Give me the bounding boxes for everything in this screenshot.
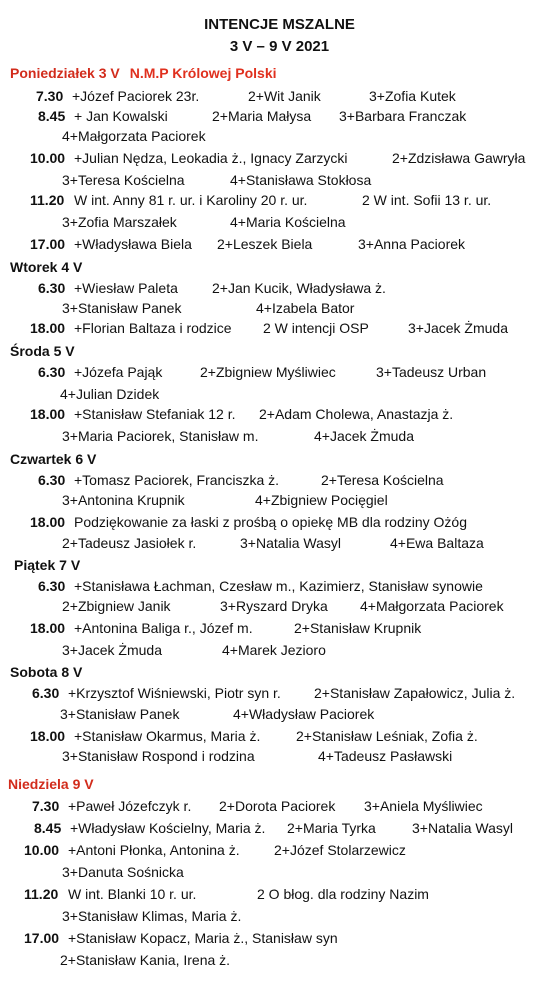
intention-text: 4+Małgorzata Paciorek bbox=[62, 128, 206, 144]
intention-text: 4+Tadeusz Pasławski bbox=[318, 748, 453, 764]
intention-text: 2+Jan Kucik, Władysława ż. bbox=[212, 280, 386, 296]
intention-text: 3+Maria Paciorek, Stanisław m. bbox=[62, 428, 259, 444]
intention-text: + Jan Kowalski bbox=[74, 108, 168, 124]
mass-time: 17.00 bbox=[24, 930, 60, 946]
intention-text: 2 W int. Sofii 13 r. ur. bbox=[362, 192, 492, 208]
day-heading bbox=[10, 65, 277, 82]
intention-text: 3+Danuta Sośnicka bbox=[62, 864, 184, 880]
intention-text: 2+Józef Stolarzewicz bbox=[274, 842, 406, 858]
intention-text: 3+Natalia Wasyl bbox=[240, 535, 342, 551]
intention-text: 3+Aniela Myśliwiec bbox=[364, 798, 483, 814]
intention-text: 2+Teresa Kościelna bbox=[321, 472, 444, 488]
day-name: Czwartek 6 V bbox=[10, 451, 97, 467]
day-name: Sobota 8 V bbox=[10, 664, 83, 680]
intention-text: 2+Wit Janik bbox=[248, 88, 321, 104]
mass-time: 18.00 bbox=[30, 728, 66, 744]
mass-time: 10.00 bbox=[30, 150, 66, 166]
mass-time: 6.30 bbox=[32, 685, 60, 701]
intention-text: +Władysława Biela bbox=[74, 236, 192, 252]
mass-time: 6.30 bbox=[38, 364, 66, 380]
intention-text: 3+Ryszard Dryka bbox=[220, 598, 328, 614]
mass-time: 7.30 bbox=[32, 798, 60, 814]
intention-text: 3+Zofia Kutek bbox=[369, 88, 456, 104]
day-heading bbox=[8, 776, 94, 793]
intention-text: 2+Maria Tyrka bbox=[287, 820, 376, 836]
intention-text: 2+Zbigniew Myśliwiec bbox=[200, 364, 336, 380]
intention-text: 3+Natalia Wasyl bbox=[412, 820, 514, 836]
mass-time: 18.00 bbox=[30, 320, 66, 336]
intention-text: 2+Adam Cholewa, Anastazja ż. bbox=[259, 406, 454, 422]
page-title: INTENCJE MSZALNE bbox=[204, 16, 355, 33]
intention-text: 3+Zofia Marszałek bbox=[62, 214, 177, 230]
mass-time: 8.45 bbox=[38, 108, 66, 124]
intention-text: +Antoni Płonka, Antonina ż. bbox=[68, 842, 240, 858]
day-name: Poniedziałek 3 V bbox=[10, 65, 120, 81]
day-name: Piątek 7 V bbox=[14, 557, 81, 573]
intention-text: 4+Marek Jezioro bbox=[222, 642, 326, 658]
intention-text: 3+Antonina Krupnik bbox=[62, 492, 185, 508]
intention-text: 4+Władysław Paciorek bbox=[233, 706, 375, 722]
intention-text: 3+Tadeusz Urban bbox=[376, 364, 487, 380]
intention-text: +Antonina Baliga r., Józef m. bbox=[74, 620, 253, 636]
intention-text: 3+Anna Paciorek bbox=[358, 236, 466, 252]
day-heading bbox=[14, 557, 80, 574]
mass-time: 11.20 bbox=[30, 192, 65, 208]
intention-text: 2 O błog. dla rodziny Nazim bbox=[257, 886, 429, 902]
day-heading bbox=[10, 664, 82, 681]
intention-text: 2+Dorota Paciorek bbox=[219, 798, 336, 814]
intention-text: Podziękowanie za łaski z prośbą o opiekę MB dla rodziny Ożóg bbox=[74, 514, 467, 530]
mass-time: 6.30 bbox=[38, 280, 66, 296]
intention-text: 3+Stanisław Panek bbox=[60, 706, 180, 722]
intention-text: +Tomasz Paciorek, Franciszka ż. bbox=[74, 472, 280, 488]
mass-time: 18.00 bbox=[30, 620, 66, 636]
intention-text: 4+Julian Dzidek bbox=[60, 386, 160, 402]
intention-text: +Władysław Kościelny, Maria ż. bbox=[70, 820, 266, 836]
intention-text: +Józefa Pająk bbox=[74, 364, 163, 380]
intention-text: +Stanisław Stefaniak 12 r. bbox=[74, 406, 236, 422]
day-name: Środa 5 V bbox=[10, 343, 75, 359]
intention-text: W int. Anny 81 r. ur. i Karoliny 20 r. ur. bbox=[74, 192, 308, 208]
mass-time: 18.00 bbox=[30, 406, 66, 422]
mass-time: 10.00 bbox=[24, 842, 60, 858]
intention-text: 3+Stanisław Rospond i rodzina bbox=[62, 748, 255, 764]
day-heading bbox=[10, 451, 96, 468]
day-name: Niedziela 9 V bbox=[8, 776, 94, 792]
mass-time: 6.30 bbox=[38, 578, 66, 594]
intention-text: 2+Leszek Biela bbox=[217, 236, 313, 252]
intention-text: 4+Izabela Bator bbox=[256, 300, 355, 316]
intention-text: +Stanisław Kopacz, Maria ż., Stanisław syn bbox=[68, 930, 338, 946]
mass-time: 18.00 bbox=[30, 514, 66, 530]
intention-text: +Paweł Józefczyk r. bbox=[68, 798, 192, 814]
intention-text: 2+Zbigniew Janik bbox=[62, 598, 171, 614]
intention-text: +Wiesław Paleta bbox=[74, 280, 178, 296]
day-heading bbox=[10, 259, 82, 276]
mass-time: 17.00 bbox=[30, 236, 66, 252]
intention-text: 2+Tadeusz Jasiołek r. bbox=[62, 535, 197, 551]
feast-name: N.M.P Królowej Polski bbox=[129, 65, 277, 81]
intention-text: W int. Blanki 10 r. ur. bbox=[68, 886, 197, 902]
intention-text: 2+Maria Małysa bbox=[212, 108, 312, 124]
mass-time: 7.30 bbox=[36, 88, 64, 104]
intention-text: 3+Teresa Kościelna bbox=[62, 172, 185, 188]
intention-text: +Stanisława Łachman, Czesław m., Kazimierz, Stanisław synowie bbox=[74, 578, 483, 594]
intention-text: 4+Stanisława Stokłosa bbox=[230, 172, 372, 188]
intention-text: 4+Maria Kościelna bbox=[230, 214, 346, 230]
intention-text: 3+Jacek Żmuda bbox=[62, 642, 162, 658]
intention-text: +Józef Paciorek 23r. bbox=[72, 88, 200, 104]
intention-text: 4+Jacek Żmuda bbox=[314, 428, 414, 444]
intention-text: 3+Stanisław Klimas, Maria ż. bbox=[62, 908, 242, 924]
intention-text: 3+Stanisław Panek bbox=[62, 300, 182, 316]
intention-text: 2+Stanisław Zapałowicz, Julia ż. bbox=[314, 685, 516, 701]
intention-text: 2+Stanisław Krupnik bbox=[294, 620, 422, 636]
intention-text: 3+Barbara Franczak bbox=[339, 108, 467, 124]
intention-text: +Julian Nędza, Leokadia ż., Ignacy Zarzycki bbox=[74, 150, 348, 166]
intention-text: 2+Stanisław Kania, Irena ż. bbox=[60, 952, 231, 968]
intention-text: 3+Jacek Żmuda bbox=[408, 320, 508, 336]
day-name: Wtorek 4 V bbox=[10, 259, 83, 275]
intention-text: 4+Zbigniew Pocięgiel bbox=[255, 492, 388, 508]
intention-text: +Florian Baltaza i rodzice bbox=[74, 320, 232, 336]
mass-time: 6.30 bbox=[38, 472, 66, 488]
intention-text: +Stanisław Okarmus, Maria ż. bbox=[74, 728, 261, 744]
day-heading bbox=[10, 343, 75, 360]
date-range: 3 V – 9 V 2021 bbox=[229, 38, 330, 55]
intention-text: +Krzysztof Wiśniewski, Piotr syn r. bbox=[68, 685, 281, 701]
intention-text: 4+Małgorzata Paciorek bbox=[360, 598, 504, 614]
mass-time: 11.20 bbox=[24, 886, 59, 902]
intention-text: 2+Stanisław Leśniak, Zofia ż. bbox=[296, 728, 478, 744]
intention-text: 2 W intencji OSP bbox=[263, 320, 369, 336]
mass-time: 8.45 bbox=[34, 820, 62, 836]
intention-text: 4+Ewa Baltaza bbox=[390, 535, 484, 551]
intention-text: 2+Zdzisława Gawryła bbox=[392, 150, 526, 166]
